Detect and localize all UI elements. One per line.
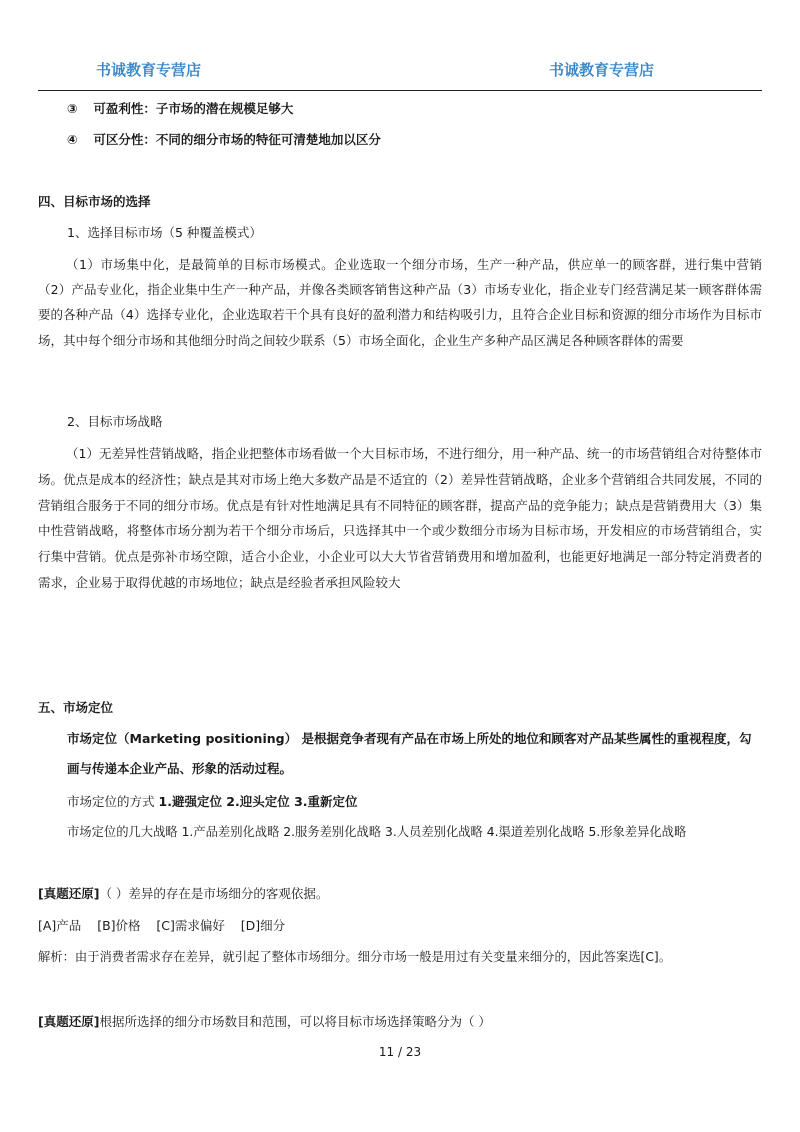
criterion-item-3 [67, 99, 293, 117]
methods-label: 市场定位的方式 [67, 794, 155, 809]
item-text: 可区分性：不同的细分市场的特征可清楚地加以区分 [93, 132, 381, 147]
question-tag: [真题还原] [38, 1014, 100, 1029]
methods-list: 1.避强定位 2.迎头定位 3.重新定位 [158, 794, 358, 809]
section-4-subheading-1: 1、选择目标市场（5 种覆盖模式） [67, 225, 262, 240]
header-right-title: 书诚教育专营店 [548, 61, 654, 79]
page-number: 11 / 23 [378, 1045, 422, 1059]
item-number: ④ [67, 132, 78, 147]
question-1-options: [A]产品 [B]价格 [C]需求偏好 [D]细分 [38, 918, 286, 933]
positioning-methods [67, 792, 358, 810]
question-text: （ ）差异的存在是市场细分的客观依据。 [99, 886, 329, 901]
section-4-paragraph-2: （1）无差异性营销战略，指企业把整体市场看做一个大目标市场，不进行细分，用一种产品、统一的市场营销组合对待整体市场。优点是成本的经济性；缺点是其对市场上绝大多数产品是不适宜的（2）差异性营销战略，企业多个营销组合共同发展，不同的营销组合服务于不同的细分市场。优点是有针对性地满足具有不同特征的顾客群，提高产品的竞争能力；缺点是营销费用大（3）集中性营销战略，将整体市场分割为若干个细分市场后，只选择其中一个或少数细分市场为目标市场，开发相应的市场营销组合，实行集中营销。优点是弥补市场空隙，适合小企业，小企业可以大大节省营销费用和增加盈利，也能更好地满足一部分特定消费者的需求，企业易于取得优越的市场地位；缺点是经验者承担风险较大 [38, 446, 762, 590]
question-1-analysis: 解析：由于消费者需求存在差异，就引起了整体市场细分。细分市场一般是用过有关变量来细分的，因此答案选[C]。 [38, 950, 672, 964]
section-4-heading: 四、目标市场的选择 [38, 194, 151, 209]
question-2-stem [38, 1012, 491, 1030]
item-text: 可盈利性：子市场的潜在规模足够大 [93, 101, 294, 116]
question-text: 根据所选择的细分市场数目和范围，可以将目标市场选择策略分为（ ） [99, 1014, 491, 1029]
section-4-paragraph-1: （1）市场集中化，是最简单的目标市场模式。企业选取一个细分市场，生产一种产品，供应单一的顾客群，进行集中营销（2）产品专业化，指企业集中生产一种产品，并像各类顾客销售这种产品（3）市场专业化，指企业专门经营满足某一顾客群体需要的各种产品（4）选择专业化，企业选取若干个具有良好的盈利潜力和结构吸引力，且符合企业目标和资源的细分市场作为目标市场，其中每个细分市场和其他细分时尚之间较少联系（5）市场全面化，企业生产多种产品区满足各种顾客群体的需要 [38, 257, 762, 348]
question-1-stem [38, 884, 328, 902]
section-4-subheading-2: 2、目标市场战略 [67, 414, 163, 429]
positioning-strategies: 市场定位的几大战略 1.产品差别化战略 2.服务差别化战略 3.人员差别化战略 4.渠道差别化战略 5.形象差异化战略 [67, 825, 687, 839]
criterion-item-4 [67, 130, 381, 148]
item-number: ③ [67, 101, 78, 116]
positioning-definition: 市场定位（Marketing positioning） 是根据竞争者现有产品在市场上所处的地位和顾客对产品某些属性的重视程度，勾画与传递本企业产品、形象的活动过程。 [67, 731, 752, 776]
page-header [38, 52, 762, 91]
question-tag: [真题还原] [38, 886, 100, 901]
section-5-heading: 五、市场定位 [38, 700, 114, 715]
header-left-title: 书诚教育专营店 [96, 61, 202, 79]
